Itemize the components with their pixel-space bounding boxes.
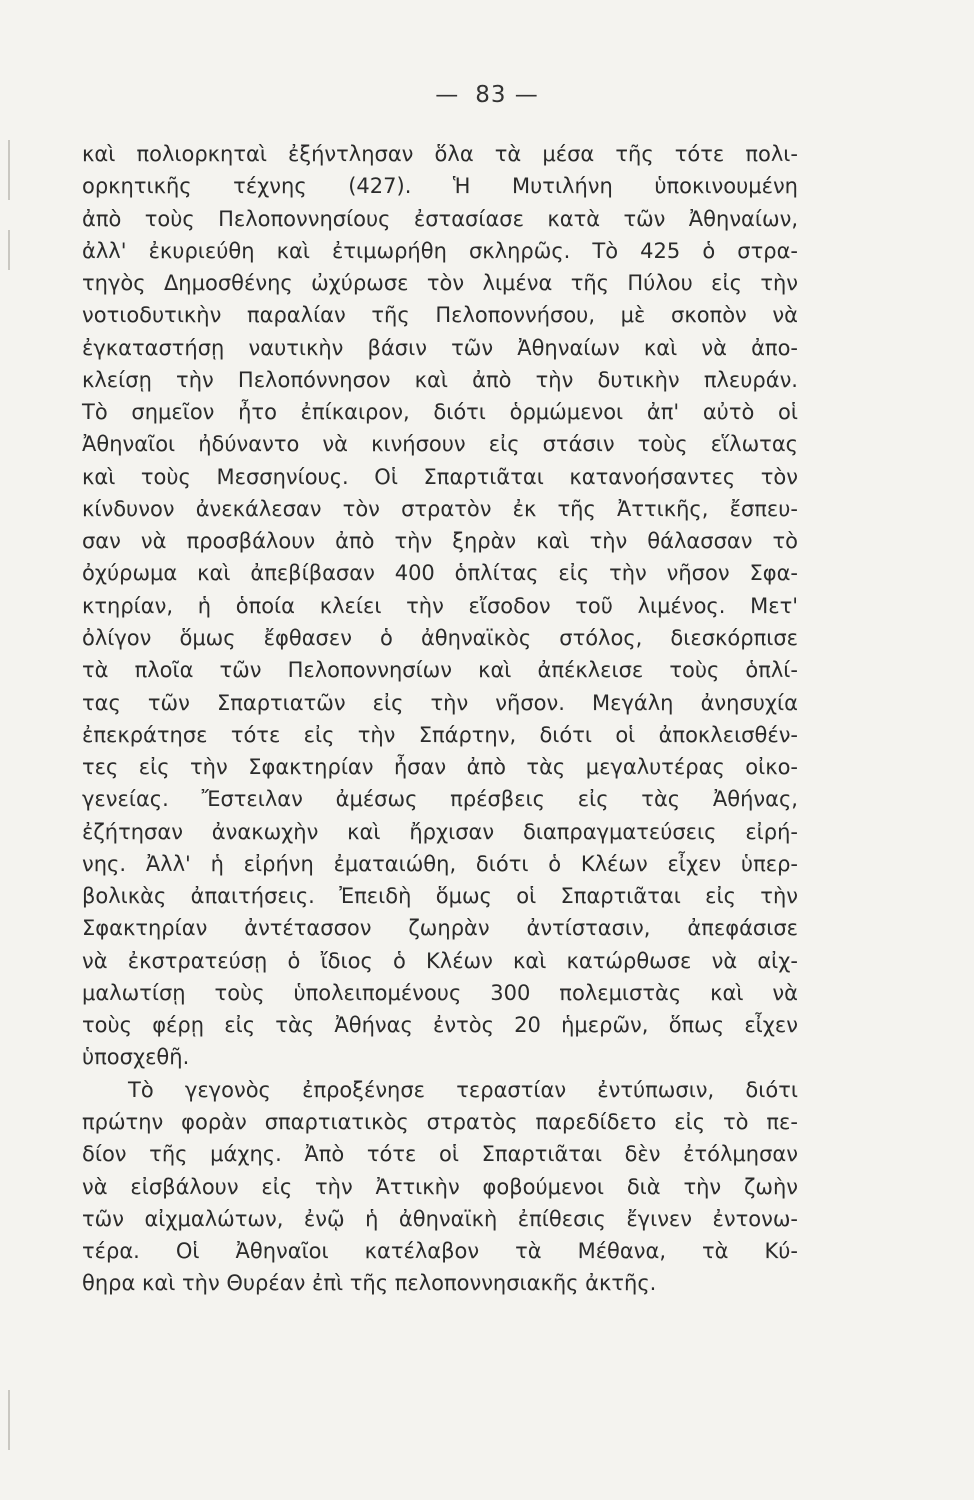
page-edge-mark (8, 140, 10, 200)
body-text (82, 138, 798, 1300)
text-line: τηγὸς Δημοσθένης ὠχύρωσε τὸν λιμένα τῆς Πύλου εἰς τὴν (82, 271, 798, 296)
page-number: — 83 — (435, 82, 539, 108)
text-line: τέρα. Οἱ Ἀθηναῖοι κατέλαβον τὰ Μέθανα, τὰ Κύ- (82, 1239, 798, 1264)
text-line: ἐζήτησαν ἀνακωχὴν καὶ ἤρχισαν διαπραγματεύσεις εἰρή- (82, 819, 798, 844)
page-edge-mark (8, 230, 10, 270)
text-line: Τὸ σημεῖον ἦτο ἐπίκαιρον, διότι ὁρμώμενοι ἀπ' αὐτὸ οἱ (82, 400, 798, 425)
text-line: τὰ πλοῖα τῶν Πελοποννησίων καὶ ἀπέκλεισε τοὺς ὁπλί- (82, 658, 798, 683)
text-line: Σφακτηρίαν ἀντέτασσον ζωηρὰν ἀντίστασιν, ἀπεφάσισε (82, 916, 798, 941)
text-line: νοτιοδυτικὴν παραλίαν τῆς Πελοποννήσου, μὲ σκοπὸν νὰ (82, 303, 798, 328)
text-line: γενείας. Ἔστειλαν ἀμέσως πρέσβεις εἰς τὰς Ἀθήνας, (82, 787, 798, 812)
text-line: βολικὰς ἀπαιτήσεις. Ἐπειδὴ ὅμως οἱ Σπαρτιᾶται εἰς τὴν (82, 884, 798, 909)
text-line: Ἀθηναῖοι ἠδύναντο νὰ κινήσουν εἰς στάσιν τοὺς εἵλωτας (82, 432, 798, 457)
text-line: ορκητικῆς τέχνης (427). Ἡ Μυτιλήνη ὑποκινουμένη (82, 174, 798, 199)
text-line: ἀλλ' ἐκυριεύθη καὶ ἐτιμωρήθη σκληρῶς. Τὸ 425 ὁ στρα- (82, 238, 798, 263)
text-line: ἐγκαταστήσῃ ναυτικὴν βάσιν τῶν Ἀθηναίων καὶ νὰ ἀπο- (82, 335, 798, 360)
text-line: τῶν αἰχμαλώτων, ἐνῷ ἡ ἀθηναϊκὴ ἐπίθεσις ἔγινεν ἐντονω- (82, 1206, 798, 1231)
text-line: νης. Ἀλλ' ἡ εἰρήνη ἐματαιώθη, διότι ὁ Κλέων εἶχεν ὑπερ- (82, 851, 798, 876)
page-edge-mark (8, 1390, 10, 1450)
text-line: νὰ εἰσβάλουν εἰς τὴν Ἀττικὴν φοβούμενοι διὰ τὴν ζωὴν (82, 1174, 798, 1199)
text-line: σαν νὰ προσβάλουν ἀπὸ τὴν ξηρὰν καὶ τὴν θάλασσαν τὸ (82, 529, 798, 554)
text-line: ὀλίγον ὅμως ἔφθασεν ὁ ἀθηναϊκὸς στόλος, διεσκόρπισε (82, 625, 798, 650)
text-line: κτηρίαν, ἡ ὁποία κλείει τὴν εἴσοδον τοῦ λιμένος. Μετ' (82, 593, 798, 618)
text-line: ἀπὸ τοὺς Πελοποννησίους ἐστασίασε κατὰ τῶν Ἀθηναίων, (82, 206, 798, 231)
text-line: τας τῶν Σπαρτιατῶν εἰς τὴν νῆσον. Μεγάλη ἀνησυχία (82, 690, 798, 715)
text-line: δίον τῆς μάχης. Ἀπὸ τότε οἱ Σπαρτιᾶται δὲν ἐτόλμησαν (82, 1142, 798, 1167)
text-line: ὀχύρωμα καὶ ἀπεβίβασαν 400 ὁπλίτας εἰς τὴν νῆσον Σφα- (82, 561, 798, 586)
text-line: καὶ πολιορκηταὶ ἐξήντλησαν ὅλα τὰ μέσα τῆς τότε πολι- (82, 142, 798, 166)
text-line: ἐπεκράτησε τότε εἰς τὴν Σπάρτην, διότι οἱ ἀποκλεισθέν- (82, 722, 798, 747)
paragraph-end-line: ὑποσχεθῆ. (82, 1045, 190, 1070)
text-line: τοὺς φέρῃ εἰς τὰς Ἀθήνας ἐντὸς 20 ἡμερῶν, ὅπως εἶχεν (82, 1013, 798, 1038)
page-number-value: 83 (475, 82, 507, 108)
text-line: πρώτην φορὰν σπαρτιατικὸς στρατὸς παρεδίδετο εἰς τὸ πε- (82, 1109, 798, 1134)
paragraph-start-line: Τὸ γεγονὸς ἐπροξένησε τεραστίαν ἐντύπωσιν, διότι (128, 1077, 798, 1102)
paragraph-end-line: θηρα καὶ τὴν Θυρέαν ἐπὶ τῆς πελοποννησιακῆς ἀκτῆς. (82, 1271, 657, 1296)
text-line: μαλωτίσῃ τοὺς ὑπολειπομένους 300 πολεμιστὰς καὶ νὰ (82, 980, 798, 1005)
text-line: νὰ ἐκστρατεύσῃ ὁ ἴδιος ὁ Κλέων καὶ κατώρθωσε νὰ αἰχ- (82, 948, 798, 973)
text-line: κίνδυνον ἀνεκάλεσαν τὸν στρατὸν ἐκ τῆς Ἀττικῆς, ἔσπευ- (82, 496, 798, 521)
text-line: καὶ τοὺς Μεσσηνίους. Οἱ Σπαρτιᾶται κατανοήσαντες τὸν (82, 464, 798, 489)
text-line: κλείσῃ τὴν Πελοπόννησον καὶ ἀπὸ τὴν δυτικὴν πλευράν. (82, 367, 798, 392)
text-line: τες εἰς τὴν Σφακτηρίαν ἦσαν ἀπὸ τὰς μεγαλυτέρας οἰκο- (82, 755, 798, 780)
